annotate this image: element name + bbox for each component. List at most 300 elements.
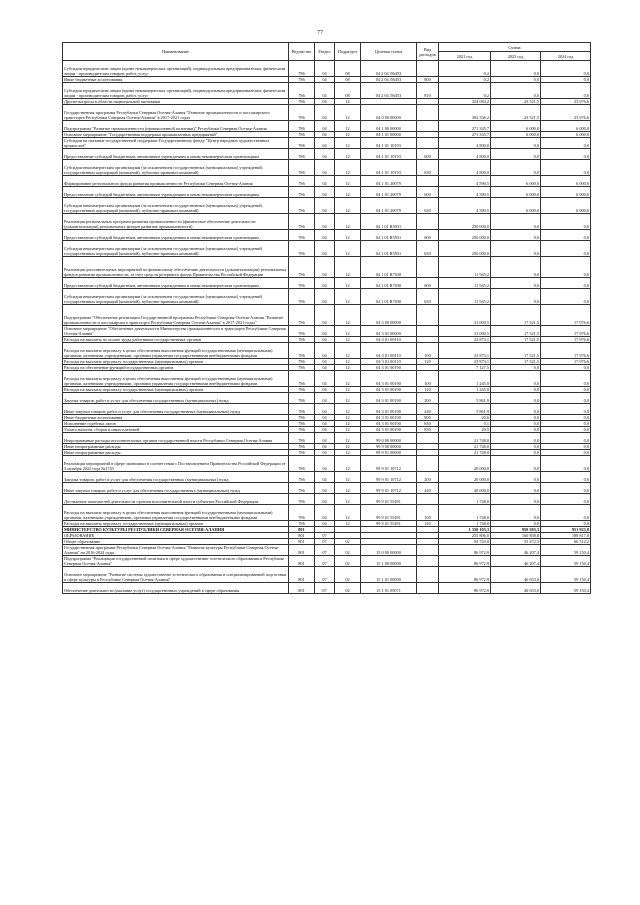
row-sum-year-3: 0,0 xyxy=(541,149,591,160)
table-row xyxy=(63,289,591,305)
row-target-article: 04 3 01 00190 xyxy=(361,427,417,433)
row-podrazdel: 12 xyxy=(335,138,361,149)
row-name: Расходы на выплаты персоналу в целях обеспечения выполнения функций государственными (муниципальными) органами, казенными учреждениями, органами управления государственными внебюджетными фондами xyxy=(63,505,289,521)
row-podrazdel: 12 xyxy=(335,444,361,450)
row-sum-year-3: 66 512,2 xyxy=(541,539,591,545)
row-sum-year-2: 0,0 xyxy=(491,450,541,456)
row-sum-year-2: 0,0 xyxy=(491,521,541,527)
row-razdel: 04 xyxy=(315,421,335,427)
row-sum-year-3: 59 150,4 xyxy=(541,545,591,556)
row-sum-year-1: 1 350 103,3 xyxy=(439,527,491,533)
row-razdel: 04 xyxy=(315,278,335,289)
row-podrazdel: 12 xyxy=(335,415,361,421)
row-vedomstvo: 786 xyxy=(289,176,315,187)
row-sum-year-2: 55 472,3 xyxy=(491,539,541,545)
row-name: Основное мероприятие "Обеспечение деятельности Министерства промышленности и транспорта Республики Северная Осетия-Алания" xyxy=(63,326,289,337)
row-expense-type: 100 xyxy=(417,343,439,359)
row-podrazdel: 12 xyxy=(335,230,361,241)
row-sum-year-1: 31 000,5 xyxy=(439,305,491,326)
row-name: Расходы на выплаты по оплате труда работников государственных органов xyxy=(63,337,289,343)
row-vedomstvo: 801 xyxy=(289,583,315,594)
row-podrazdel: 12 xyxy=(335,494,361,505)
row-sum-year-1: 0,1 xyxy=(439,421,491,427)
row-podrazdel: 12 xyxy=(335,365,361,371)
row-vedomstvo: 801 xyxy=(289,527,315,533)
row-sum-year-1: 11 945,2 xyxy=(439,289,491,305)
table-row xyxy=(63,257,591,278)
row-podrazdel: 12 xyxy=(335,257,361,278)
row-name: Расходы на обеспечение функций государственных органов xyxy=(63,365,289,371)
row-name: Непрограммные расходы исполнительных органов государственной власти Республики Северная Осетия-Алания xyxy=(63,433,289,444)
row-podrazdel: 02 xyxy=(335,583,361,594)
row-podrazdel: 12 xyxy=(335,278,361,289)
row-podrazdel: 12 xyxy=(335,305,361,326)
row-podrazdel: 12 xyxy=(335,160,361,176)
row-sum-year-2: 46 207,4 xyxy=(491,556,541,567)
row-razdel: 04 xyxy=(315,289,335,305)
row-razdel: 04 xyxy=(315,61,335,77)
row-target-article: 04 3 01 00190 xyxy=(361,421,417,427)
row-sum-year-3: 0,0 xyxy=(541,241,591,257)
row-vedomstvo: 786 xyxy=(289,198,315,214)
row-target-article: 04 1 01 R5931 xyxy=(361,214,417,230)
row-sum-year-3: 17 976,6 xyxy=(541,359,591,365)
row-target-article: 15 1 01 00000 xyxy=(361,567,417,583)
row-vedomstvo: 786 xyxy=(289,483,315,494)
row-vedomstvo: 801 xyxy=(289,556,315,567)
row-sum-year-2: 0,0 xyxy=(491,77,541,83)
row-expense-type xyxy=(417,326,439,337)
table-row xyxy=(63,241,591,257)
row-name: Другие вопросы в области национальной экономики xyxy=(63,99,289,105)
row-expense-type xyxy=(417,583,439,594)
row-sum-year-1: 20 000,0 xyxy=(439,472,491,483)
row-sum-year-1: 21 748,0 xyxy=(439,444,491,450)
row-sum-year-2: 0,0 xyxy=(491,278,541,289)
row-sum-year-1: 1 748,0 xyxy=(439,521,491,527)
header-sum: Сумма xyxy=(439,43,591,52)
row-razdel: 04 xyxy=(315,393,335,404)
row-target-article: 04 1 01 R7030 xyxy=(361,257,417,278)
table-row xyxy=(63,483,591,494)
row-sum-year-3: 0,0 xyxy=(541,214,591,230)
row-target-article: 04 1 01 R5931 xyxy=(361,230,417,241)
row-podrazdel: 12 xyxy=(335,214,361,230)
row-vedomstvo: 786 xyxy=(289,427,315,433)
row-sum-year-2: 0,0 xyxy=(491,415,541,421)
row-vedomstvo: 801 xyxy=(289,567,315,583)
row-name: Государственная программа Республики Северная Осетия-Алания "Развитие культуры Республики Северная Осетия-Алания" на 2016-2024 годы xyxy=(63,545,289,556)
row-sum-year-3: 0,0 xyxy=(541,61,591,77)
row-sum-year-3: 0,0 xyxy=(541,257,591,278)
row-podrazdel: 12 xyxy=(335,149,361,160)
row-razdel: 04 xyxy=(315,444,335,450)
row-name: Иные бюджетные ассигнования xyxy=(63,415,289,421)
header-year-3: 2024 год xyxy=(541,52,591,61)
row-expense-type xyxy=(417,138,439,149)
row-sum-year-3: 23 976,6 xyxy=(541,99,591,105)
row-sum-year-3: 0,0 xyxy=(541,505,591,521)
row-name: Реализация мероприятий в сфере экономики в соответствии с Постановлением Правительства Российской Федерации от 3 октября 2022 года №1743 xyxy=(63,456,289,472)
row-sum-year-1: 5 861,9 xyxy=(439,393,491,404)
row-expense-type: 600 xyxy=(417,230,439,241)
row-sum-year-2: 0,0 xyxy=(491,371,541,387)
row-target-article: 99 9 01 55491 xyxy=(361,505,417,521)
row-podrazdel: 12 xyxy=(335,343,361,359)
row-sum-year-1: 86 972,9 xyxy=(439,545,491,556)
row-sum-year-2: 0,0 xyxy=(491,257,541,278)
table-row xyxy=(63,505,591,521)
row-target-article: 04 2 04 Л6453 xyxy=(361,83,417,99)
row-vedomstvo: 786 xyxy=(289,472,315,483)
row-name: Достижение показателей деятельности органов исполнительной власти субъектов Российской Федерации xyxy=(63,494,289,505)
row-vedomstvo: 786 xyxy=(289,77,315,83)
row-sum-year-3: 0,0 xyxy=(541,404,591,415)
table-row xyxy=(63,230,591,241)
row-podrazdel: 12 xyxy=(335,187,361,198)
row-podrazdel: 12 xyxy=(335,433,361,444)
row-razdel: 07 xyxy=(315,583,335,594)
row-sum-year-2: 0,0 xyxy=(491,289,541,305)
row-razdel: 04 xyxy=(315,187,335,198)
row-target-article: 04 1 00 00000 xyxy=(361,121,417,132)
row-sum-year-1: 31 000,5 xyxy=(439,326,491,337)
row-sum-year-2: 0,0 xyxy=(491,494,541,505)
row-sum-year-2: 0,0 xyxy=(491,444,541,450)
row-name: Уплата налогов, сборов и иных платежей xyxy=(63,427,289,433)
row-name: Формирование регионального фонда развития промышленности Республики Северная Осетия-Алания xyxy=(63,176,289,187)
row-name: Расходы на выплаты персоналу государственных (муниципальных) органов xyxy=(63,521,289,527)
row-name: Расходы на выплаты персоналу государственных (муниципальных) органов xyxy=(63,359,289,365)
row-sum-year-2: 17 521,5 xyxy=(491,343,541,359)
row-vedomstvo: 786 xyxy=(289,433,315,444)
row-podrazdel: 12 xyxy=(335,337,361,343)
row-razdel: 07 xyxy=(315,545,335,556)
row-razdel: 04 xyxy=(315,241,335,257)
row-vedomstvo: 786 xyxy=(289,132,315,138)
row-sum-year-1: 21 748,0 xyxy=(439,450,491,456)
row-razdel: 04 xyxy=(315,214,335,230)
row-sum-year-1: 255 806,0 xyxy=(439,533,491,539)
row-razdel: 04 xyxy=(315,99,335,105)
row-sum-year-1: 4 800,0 xyxy=(439,138,491,149)
row-target-article: 99 0 00 00000 xyxy=(361,433,417,444)
row-razdel: 04 xyxy=(315,456,335,472)
row-razdel: 07 xyxy=(315,533,335,539)
row-sum-year-2: 17 521,5 xyxy=(491,337,541,343)
row-name: Закупка товаров, работ и услуг для обеспечения государственных (муниципальных) нужд xyxy=(63,472,289,483)
row-razdel: 04 xyxy=(315,105,335,121)
row-razdel: 04 xyxy=(315,404,335,415)
row-vedomstvo: 786 xyxy=(289,326,315,337)
header-target-article: Целевая статья xyxy=(361,43,417,61)
row-sum-year-3: 0,0 xyxy=(541,456,591,472)
row-razdel: 04 xyxy=(315,257,335,278)
row-expense-type: 800 xyxy=(417,77,439,83)
row-podrazdel: 02 xyxy=(335,539,361,545)
row-sum-year-3: 6 000,0 xyxy=(541,121,591,132)
row-sum-year-2: 6 000,0 xyxy=(491,176,541,187)
row-sum-year-3: 0,0 xyxy=(541,138,591,149)
row-name: Субсидии юридическим лицам (кроме некоммерческих организаций), индивидуальным предпринимателям, физическим лицам - производителям товаров, работ, услуг xyxy=(63,61,289,77)
row-expense-type xyxy=(417,433,439,444)
row-target-article: 99 9 00 00000 xyxy=(361,444,417,450)
row-vedomstvo: 786 xyxy=(289,257,315,278)
row-sum-year-2: 6 000,0 xyxy=(491,121,541,132)
row-target-article: 04 3 01 00190 xyxy=(361,371,417,387)
row-vedomstvo: 786 xyxy=(289,494,315,505)
row-sum-year-1: 23 873,1 xyxy=(439,343,491,359)
row-sum-year-3: 17 976,6 xyxy=(541,326,591,337)
row-vedomstvo: 786 xyxy=(289,343,315,359)
row-podrazdel: 12 xyxy=(335,289,361,305)
row-sum-year-3: 59 150,4 xyxy=(541,583,591,594)
row-expense-type xyxy=(417,305,439,326)
row-razdel: 04 xyxy=(315,230,335,241)
row-podrazdel: 02 xyxy=(335,545,361,556)
row-razdel: 04 xyxy=(315,483,335,494)
row-expense-type: 600 xyxy=(417,187,439,198)
row-sum-year-3: 0,0 xyxy=(541,421,591,427)
row-name: ОБРАЗОВАНИЕ xyxy=(63,533,289,539)
row-sum-year-1: 21 748,0 xyxy=(439,433,491,444)
table-row xyxy=(63,214,591,230)
row-name: Основное мероприятие "Развитие системы художественно-эстетического образования и специализированной подготовки в сфере культуры в Республике Северная Осетия-Алания" xyxy=(63,567,289,583)
row-sum-year-2: 6 000,0 xyxy=(491,187,541,198)
row-expense-type: 120 xyxy=(417,521,439,527)
row-target-article: 15 1 00 00000 xyxy=(361,556,417,567)
row-expense-type: 120 xyxy=(417,359,439,365)
row-target-article: 04 3 00 00000 xyxy=(361,305,417,326)
row-vedomstvo: 786 xyxy=(289,404,315,415)
row-name: Субсидии некоммерческим организациям (за исключением государственных (муниципальных) учреждений, государственных корпораций (компаний), публично-правовых компаний) xyxy=(63,198,289,214)
row-vedomstvo: 786 xyxy=(289,393,315,404)
table-row xyxy=(63,121,591,132)
row-razdel: 04 xyxy=(315,371,335,387)
row-vedomstvo: 786 xyxy=(289,337,315,343)
row-razdel: 04 xyxy=(315,77,335,83)
row-vedomstvo: 786 xyxy=(289,505,315,521)
row-name: Исполнение судебных актов xyxy=(63,421,289,427)
row-sum-year-1: 94 743,0 xyxy=(439,539,491,545)
row-sum-year-2: 23 521,5 xyxy=(491,99,541,105)
row-sum-year-2: 46 653,0 xyxy=(491,567,541,583)
row-expense-type: 630 xyxy=(417,160,439,176)
row-target-article: 15 1 01 05071 xyxy=(361,583,417,594)
row-target-article: 04 1 01 R7030 xyxy=(361,289,417,305)
row-sum-year-1: 4 800,0 xyxy=(439,149,491,160)
row-sum-year-3: 0,0 xyxy=(541,365,591,371)
row-sum-year-1: 250 000,0 xyxy=(439,241,491,257)
row-vedomstvo: 801 xyxy=(289,533,315,539)
row-sum-year-1: 271 335,7 xyxy=(439,132,491,138)
table-row xyxy=(63,556,591,567)
row-sum-year-1: 86 972,9 xyxy=(439,556,491,567)
row-expense-type: 200 xyxy=(417,393,439,404)
row-podrazdel: 12 xyxy=(335,427,361,433)
row-sum-year-3: 0,0 xyxy=(541,521,591,527)
row-podrazdel: 12 xyxy=(335,387,361,393)
row-sum-year-3: 6 000,0 xyxy=(541,187,591,198)
row-name: Иные бюджетные ассигнования xyxy=(63,77,289,83)
row-name: Расходы на выплаты персоналу в целях обеспечения выполнения функций государственными (муниципальными) органами, казенными учреждениями, органами управления государственными внебюджетными фондами xyxy=(63,371,289,387)
row-sum-year-2: 0,0 xyxy=(491,404,541,415)
row-sum-year-2: 0,0 xyxy=(491,160,541,176)
row-sum-year-3: 6 000,0 xyxy=(541,176,591,187)
row-sum-year-1: 11 945,2 xyxy=(439,278,491,289)
row-podrazdel: 12 xyxy=(335,176,361,187)
row-vedomstvo: 786 xyxy=(289,305,315,326)
row-razdel: 04 xyxy=(315,149,335,160)
row-vedomstvo: 786 xyxy=(289,415,315,421)
row-sum-year-3: 17 976,6 xyxy=(541,337,591,343)
row-vedomstvo: 786 xyxy=(289,456,315,472)
budget-table xyxy=(62,42,591,594)
row-target-article: 04 3 01 00110 xyxy=(361,343,417,359)
table-row xyxy=(63,472,591,483)
row-razdel: 04 xyxy=(315,433,335,444)
row-target-article: 04 3 01 00190 xyxy=(361,404,417,415)
row-name: Подпрограмма "Обеспечение реализации Государственной программы Республики Северная Осетия-Алания "Развитие промышленности и пассажирского транспорта Республики Северная Осетия-Алания" в 2017-2021 годах" xyxy=(63,305,289,326)
row-sum-year-3: 0,0 xyxy=(541,387,591,393)
row-sum-year-3: 0,0 xyxy=(541,427,591,433)
row-sum-year-1: 1 245,0 xyxy=(439,387,491,393)
row-sum-year-2: 160 858,8 xyxy=(491,533,541,539)
row-sum-year-3: 0,0 xyxy=(541,483,591,494)
row-sum-year-2: 0,0 xyxy=(491,83,541,99)
row-sum-year-2: 0,0 xyxy=(491,365,541,371)
row-razdel: 04 xyxy=(315,83,335,99)
row-podrazdel: 12 xyxy=(335,483,361,494)
row-razdel: 04 xyxy=(315,365,335,371)
table-row xyxy=(63,343,591,359)
row-sum-year-3: 0,0 xyxy=(541,77,591,83)
row-sum-year-1: 4 590,5 xyxy=(439,176,491,187)
row-vedomstvo: 786 xyxy=(289,241,315,257)
row-target-article: 04 1 01 10193 xyxy=(361,160,417,176)
row-sum-year-1: 20,6 xyxy=(439,415,491,421)
row-sum-year-2: 46 207,4 xyxy=(491,545,541,556)
row-vedomstvo: 786 xyxy=(289,121,315,132)
table-row xyxy=(63,198,591,214)
row-vedomstvo: 786 xyxy=(289,187,315,198)
row-sum-year-2: 0,0 xyxy=(491,472,541,483)
row-vedomstvo: 786 xyxy=(289,450,315,456)
row-sum-year-2: 950 303,3 xyxy=(491,527,541,533)
row-name: Иные непрограммные расходы xyxy=(63,450,289,456)
row-expense-type: 200 xyxy=(417,472,439,483)
row-name: Подпрограмма "Реализация государственной политики в сфере художественно-эстетического образования в Республике Северная Осетия-Алания" xyxy=(63,556,289,567)
row-vedomstvo: 786 xyxy=(289,138,315,149)
row-expense-type: 630 xyxy=(417,198,439,214)
row-vedomstvo: 786 xyxy=(289,289,315,305)
row-sum-year-2: 0,0 xyxy=(491,387,541,393)
row-sum-year-3: 0,0 xyxy=(541,494,591,505)
row-expense-type xyxy=(417,494,439,505)
row-expense-type xyxy=(417,105,439,121)
row-expense-type: 100 xyxy=(417,371,439,387)
row-sum-year-3: 0,0 xyxy=(541,433,591,444)
row-sum-year-3: 0,0 xyxy=(541,160,591,176)
row-sum-year-3: 59 150,4 xyxy=(541,556,591,567)
row-target-article: 04 3 01 00190 xyxy=(361,393,417,404)
row-sum-year-2: 0,0 xyxy=(491,427,541,433)
row-sum-year-1: 7 127,5 xyxy=(439,365,491,371)
row-podrazdel: 12 xyxy=(335,105,361,121)
row-sum-year-3: 0,0 xyxy=(541,230,591,241)
row-razdel: 04 xyxy=(315,132,335,138)
row-name: Субсидии на оказание государственной поддержки Государственному фонду "Центр народных художественных промыслов" xyxy=(63,138,289,149)
row-vedomstvo: 786 xyxy=(289,365,315,371)
row-expense-type: 600 xyxy=(417,278,439,289)
table-row xyxy=(63,494,591,505)
row-sum-year-1: 4 590,5 xyxy=(439,187,491,198)
table-row xyxy=(63,456,591,472)
row-sum-year-2: 0,0 xyxy=(491,433,541,444)
row-target-article: 15 0 00 00000 xyxy=(361,545,417,556)
row-sum-year-1: 5 861,9 xyxy=(439,404,491,415)
row-target-article: 04 1 01 R5931 xyxy=(361,241,417,257)
row-vedomstvo: 786 xyxy=(289,160,315,176)
row-target-article: 04 3 01 00110 xyxy=(361,337,417,343)
row-razdel: 04 xyxy=(315,359,335,365)
row-sum-year-1: 4 590,5 xyxy=(439,198,491,214)
row-sum-year-1: 86 972,9 xyxy=(439,567,491,583)
row-vedomstvo: 786 xyxy=(289,149,315,160)
row-podrazdel: 12 xyxy=(335,359,361,365)
table-row xyxy=(63,105,591,121)
header-podrazdel: Подраздел xyxy=(335,43,361,61)
row-sum-year-2: 0,0 xyxy=(491,138,541,149)
row-expense-type xyxy=(417,176,439,187)
row-podrazdel: 02 xyxy=(335,556,361,567)
row-sum-year-1: 20 000,0 xyxy=(439,456,491,472)
row-sum-year-2: 0,0 xyxy=(491,61,541,77)
row-expense-type xyxy=(417,214,439,230)
row-sum-year-2: 17 521,5 xyxy=(491,326,541,337)
header-vedomstvo: Ведомство xyxy=(289,43,315,61)
row-name: Расходы на выплаты персоналу в целях обеспечения выполнения функций государственными (муниципальными) органами, казенными учреждениями, органами управления государственными внебюджетными фондами xyxy=(63,343,289,359)
row-target-article: 04 1 01 10193 xyxy=(361,138,417,149)
header-razdel: Раздел xyxy=(315,43,335,61)
row-vedomstvo: 786 xyxy=(289,359,315,365)
row-sum-year-1: 324 084,2 xyxy=(439,99,491,105)
row-razdel: 04 xyxy=(315,326,335,337)
row-sum-year-3: 0,0 xyxy=(541,289,591,305)
row-name: Реализация дополнительных мероприятий по финансовому обеспечению деятельности (докапитализации) региональных фондов развития промышленности, за счет средств резервного фонда Правительства Российской Федерации xyxy=(63,257,289,278)
row-name: Закупка товаров, работ и услуг для обеспечения государственных (муниципальных) нужд xyxy=(63,393,289,404)
table-row xyxy=(63,176,591,187)
row-sum-year-3: 23 976,6 xyxy=(541,105,591,121)
row-vedomstvo: 801 xyxy=(289,545,315,556)
table-row xyxy=(63,545,591,556)
row-razdel: 04 xyxy=(315,337,335,343)
row-sum-year-1: 1 245,0 xyxy=(439,371,491,387)
row-razdel: 04 xyxy=(315,176,335,187)
row-sum-year-3: 17 976,6 xyxy=(541,305,591,326)
row-podrazdel: 12 xyxy=(335,456,361,472)
row-vedomstvo: 786 xyxy=(289,371,315,387)
row-razdel: 04 xyxy=(315,505,335,521)
row-expense-type: 600 xyxy=(417,149,439,160)
row-vedomstvo: 786 xyxy=(289,421,315,427)
row-target-article: 04 2 04 Л6453 xyxy=(361,77,417,83)
row-name: Предоставление субсидий бюджетным, автономным учреждениям и иным некоммерческим организациям xyxy=(63,230,289,241)
row-name: Подпрограмма "Развитие промышленности (промышленной политики)" Республики Северная Осетия-Алания xyxy=(63,121,289,132)
row-name: Субсидии некоммерческим организациям (за исключением государственных (муниципальных) учреждений, государственных корпораций (компаний), публично-правовых компаний) xyxy=(63,289,289,305)
row-podrazdel: 08 xyxy=(335,77,361,83)
row-name: Иные непрограммные расходы xyxy=(63,444,289,450)
